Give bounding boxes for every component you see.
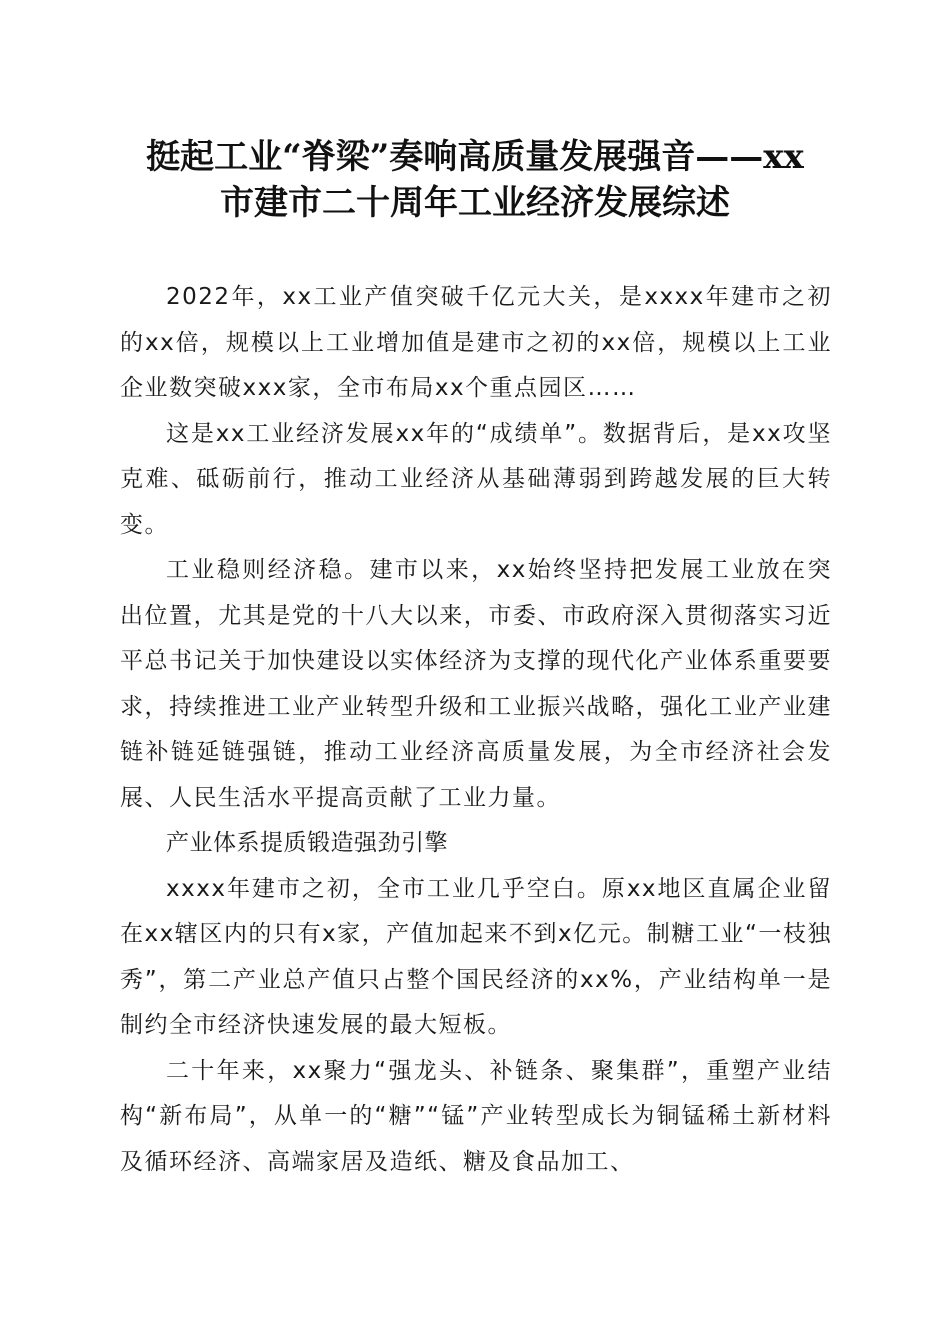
document-body — [120, 275, 832, 1185]
paragraph-3: 工业稳则经济稳。建市以来，xx始终坚持把发展工业放在突出位置，尤其是党的十八大以来，市委、市政府深入贯彻落实习近平总书记关于加快建设以实体经济为支撑的现代化产业体系重要要求，持续推进工业产业转型升级和工业振兴战略，强化工业产业建链补链延链强链，推动工业经济高质量发展，为全市经济社会发展、人民生活水平提高贡献了工业力量。 — [120, 557, 832, 811]
title-line-2: 市建市二十周年工业经济发展综述 — [220, 183, 730, 223]
paragraph-4: xxxx年建市之初，全市工业几乎空白。原xx地区直属企业留在xx辖区内的只有x家，产值加起来不到x亿元。制糖工业“一枝独秀”，第二产业总产值只占整个国民经济的xx%，产业结构单一是制约全市经济快速发展的最大短板。 — [120, 875, 832, 1038]
section-heading: 产业体系提质锻造强劲引擎 — [166, 830, 448, 856]
document-title — [110, 134, 840, 226]
title-line-1: 挺起工业“脊梁”奏响高质量发展强音——xx — [146, 137, 804, 177]
paragraph-1: 2022年，xx工业产值突破千亿元大关，是xxxx年建市之初的xx倍，规模以上工业增加值是建市之初的xx倍，规模以上工业企业数突破xxx家，全市布局xx个重点园区…… — [120, 284, 832, 401]
paragraph-2: 这是xx工业经济发展xx年的“成绩单”。数据背后，是xx攻坚克难、砥砺前行，推动工业经济从基础薄弱到跨越发展的巨大转变。 — [120, 420, 832, 538]
paragraph-5: 二十年来，xx聚力“强龙头、补链条、聚集群”，重塑产业结构“新布局”，从单一的“糖”“锰”产业转型成长为铜锰稀土新材料及循环经济、高端家居及造纸、糖及食品加工、 — [120, 1057, 832, 1175]
